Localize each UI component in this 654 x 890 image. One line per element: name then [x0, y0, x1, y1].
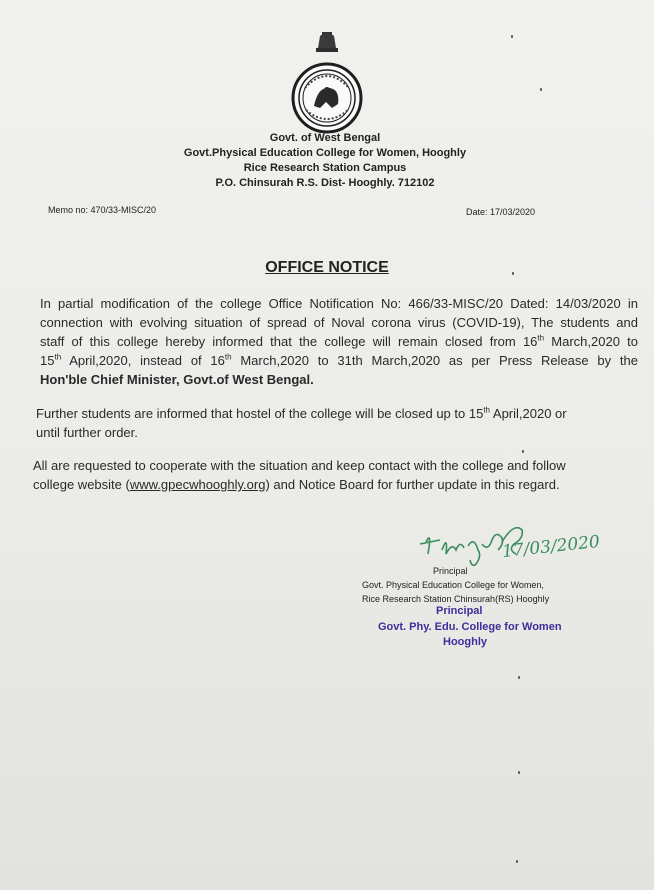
letterhead-line-2: Govt.Physical Education College for Women, Hooghly [183, 147, 467, 159]
p1-line-5: Hon'ble Chief Minister, Govt.of West Bengal. [40, 372, 314, 387]
letterhead-line-4: P.O. Chinsurah R.S. Dist- Hooghly. 712102 [215, 177, 435, 189]
letterhead-line-3: Rice Research Station Campus [243, 162, 407, 174]
stamp-line-1: Principal [436, 605, 483, 617]
p2-line-1: Further students are informed that hostel of the college will be closed up to 15th April,2020 or [36, 405, 567, 421]
stamp-line-3: Hooghly [443, 636, 487, 648]
state-emblem-logo [280, 28, 374, 136]
signatory-title: Principal [433, 566, 468, 576]
paper-speck [518, 771, 520, 774]
notice-date: Date: 17/03/2020 [466, 207, 536, 217]
letterhead-line-1: Govt. of West Bengal [269, 132, 381, 144]
notice-title: OFFICE NOTICE [265, 259, 389, 276]
paragraph-1 [40, 294, 638, 389]
paper-speck [518, 676, 520, 679]
paper-speck [540, 88, 542, 91]
signatory-line-2: Rice Research Station Chinsurah(RS) Hooghly [362, 594, 550, 604]
letterhead [150, 131, 500, 191]
stamp-line-2: Govt. Phy. Edu. College for Women [378, 621, 562, 633]
p3-line-2: college website (www.gpecwhooghly.org) and Notice Board for further update in this regard. [33, 477, 560, 492]
p1-line-2: connection with evolving situation of spread of Noval corona virus (COVID-19), The students and [40, 315, 638, 330]
paper-speck [516, 860, 518, 863]
p1-line-4: 15th April,2020, instead of 16th March,2020 to 31th March,2020 as per Press Release by the [40, 352, 638, 368]
college-website-link[interactable]: www.gpecwhooghly.org [129, 477, 266, 492]
p3-line-1: All are requested to cooperate with the situation and keep contact with the college and follow [33, 458, 566, 473]
signatory-line-1: Govt. Physical Education College for Women, [362, 580, 544, 590]
p1-line-1: In partial modification of the college Office Notification No: 466/33-MISC/20 Dated: 14/03/2020 in [40, 296, 638, 311]
p1-line-3: staff of this college hereby informed that the college will remain closed from 16th March,2020 to [40, 333, 638, 349]
paragraph-3 [33, 456, 633, 494]
paper-speck [522, 450, 524, 453]
paper-speck [511, 35, 513, 38]
paper-speck [512, 272, 514, 275]
signature-date: 17/03/2020 [501, 531, 601, 563]
p2-line-2: until further order. [36, 425, 138, 440]
paragraph-2 [36, 404, 636, 442]
memo-number: Memo no: 470/33-MISC/20 [48, 205, 157, 215]
